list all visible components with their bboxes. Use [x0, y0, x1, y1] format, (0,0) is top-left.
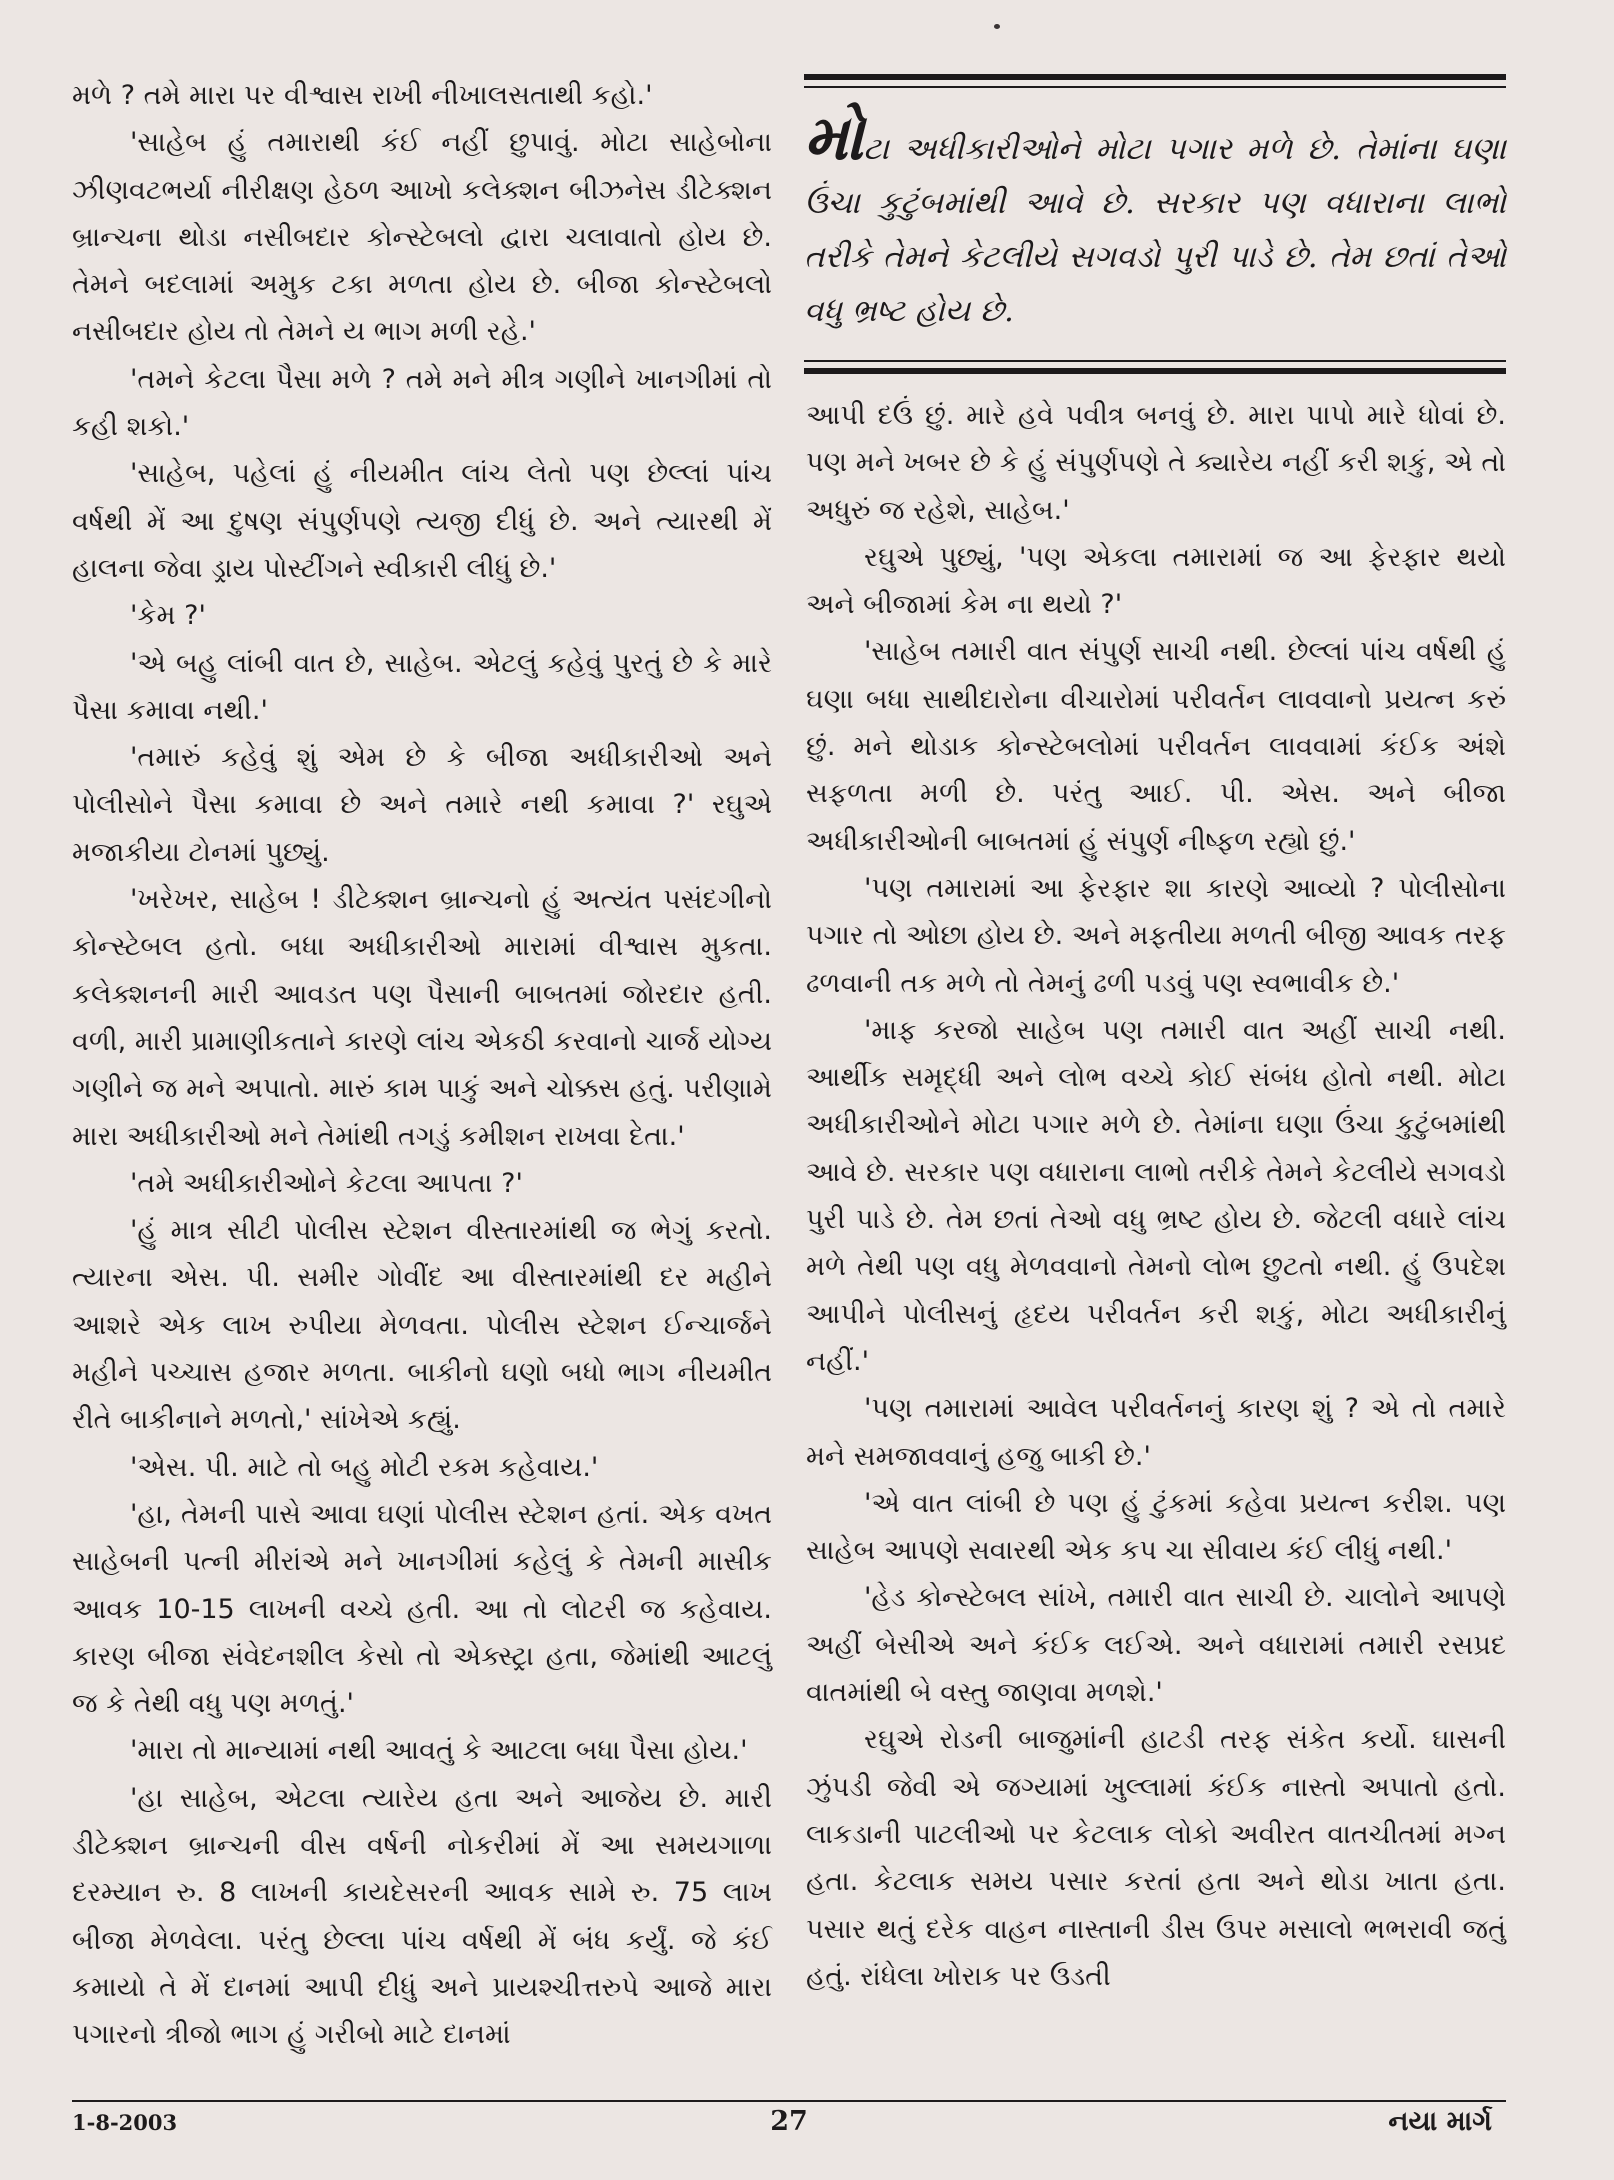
paragraph: 'માફ કરજો સાહેબ પણ તમારી વાત અહીં સાચી નથી. આર્થીક સમૃદ્ધી અને લોભ વચ્ચે કોઈ સંબંધ હોતો નથી. મોટા અધીકારીઓને મોટા પગાર મળે છે. તેમાંના ઘણા ઉંચા કુટુંબમાંથી આવે છે. સરકાર પણ વધારાના લાભો તરીકે તેમને કેટલીયે સગવડો પુરી પાડે છે. તેમ છતાં તેઓ વધુ ભ્રષ્ટ હોય છે. જેટલી વધારે લાંચ મળે તેથી પણ વધુ મેળવવાનો તેમનો લોભ છુટતો નથી. હું ઉપદેશ આપીને પોલીસનું હૃદય પરીવર્તન કરી શકું, મોટા અધીકારીનું નહીં.': [806, 1014, 1506, 1377]
print-speck: [994, 24, 1000, 29]
magazine-name: નયા માર્ગ: [1388, 2106, 1492, 2137]
paragraph: રઘુએ પુછ્યું, 'પણ એકલા તમારામાં જ આ ફેરફાર થયો અને બીજામાં કેમ ના થયો ?': [806, 541, 1506, 621]
paragraph: 'સાહેબ હું તમારાથી કંઈ નહીં છુપાવું. મોટા સાહેબોના ઝીણવટભર્યા નીરીક્ષણ હેઠળ આખો કલેક્શન બીઝનેસ ડીટેક્શન બ્રાન્ચના થોડા નસીબદાર કોન્સ્ટેબલો દ્વારા ચલાવાતો હોય છે. તેમને બદલામાં અમુક ટકા મળતા હોય છે. બીજા કોન્સ્ટેબલો નસીબદાર હોય તો તેમને ય ભાગ મળી રહે.': [72, 127, 772, 348]
issue-date: 1-8-2003: [72, 2110, 178, 2135]
page-footer: [72, 2100, 1506, 2140]
paragraph: રઘુએ રોડની બાજુમાંની હાટડી તરફ સંકેત કર્યો. ઘાસની ઝુંપડી જેવી એ જગ્યામાં ખુલ્લામાં કંઈક નાસ્તો અપાતો હતો. લાકડાની પાટલીઓ પર કેટલાક લોકો અવીરત વાતચીતમાં મગ્ન હતા. કેટલાક સમય પસાર કરતાં હતા અને થોડા ખાતા હતા. પસાર થતું દરેક વાહન નાસ્તાની ડીસ ઉપર મસાલો ભભરાવી જતું હતું. રાંધેલા ખોરાક પર ઉડતી: [806, 1724, 1506, 1992]
pull-quote-rule: [804, 368, 1506, 374]
paragraph: 'પણ તમારામાં આવેલ પરીવર્તનનું કારણ શું ? એ તો તમારે મને સમજાવવાનું હજુ બાકી છે.': [806, 1393, 1506, 1472]
pull-quote-rule: [804, 86, 1506, 88]
paragraph: 'હા, તેમની પાસે આવા ઘણાં પોલીસ સ્ટેશન હતાં. એક વખત સાહેબની પત્ની મીરાંએ મને ખાનગીમાં કહેલું કે તેમની માસીક આવક 10-15 લાખની વચ્ચે હતી. આ તો લોટરી જ કહેવાય. કારણ બીજા સંવેદનશીલ કેસો તો એક્સ્ટ્રા હતા, જેમાંથી આટલું જ કે તેથી વધુ પણ મળતું.': [72, 1498, 772, 1720]
pull-quote: [804, 74, 1506, 380]
paragraph: 'પણ તમારામાં આ ફેરફાર શા કારણે આવ્યો ? પોલીસોના પગાર તો ઓછા હોય છે. અને મફતીયા મળતી બીજી આવક તરફ ઢળવાની તક મળે તો તેમનું ઢળી પડવું પણ સ્વભાવીક છે.': [806, 872, 1506, 999]
pull-quote-rule: [804, 360, 1506, 362]
paragraph: આપી દઉં છું. મારે હવે પવીત્ર બનવું છે. મારા પાપો મારે ધોવાં છે. પણ મને ખબર છે કે હું સંપુર્ણપણે તે ક્યારેય નહીં કરી શકું, એ તો અધુરું જ રહેશે, સાહેબ.': [806, 400, 1506, 526]
paragraph: 'એસ. પી. માટે તો બહુ મોટી રકમ કહેવાય.': [130, 1451, 599, 1483]
pull-quote-text: [804, 101, 1506, 338]
pull-quote-body: ટા અધીકારીઓને મોટા પગાર મળે છે. તેમાંના ઘણા ઉંચા કુટુંબમાંથી આવે છે. સરકાર પણ વધારાના લાભો તરીકે તેમને કેટલીયે સગવડો પુરી પાડે છે. તેમ છતાં તેઓ વધુ ભ્રષ્ટ હોય છે.: [804, 131, 1506, 329]
paragraph: 'એ વાત લાંબી છે પણ હું ટુંકમાં કહેવા પ્રયત્ન કરીશ. પણ સાહેબ આપણે સવારથી એક કપ ચા સીવાય કંઈ લીધું નથી.': [806, 1487, 1506, 1567]
paragraph: 'ખરેખર, સાહેબ ! ડીટેક્શન બ્રાન્ચનો હું અત્યંત પસંદગીનો કોન્સ્ટેબલ હતો. બધા અધીકારીઓ મારામાં વીશ્વાસ મુકતા. કલેક્શનની મારી આવડત પણ પૈસાની બાબતમાં જોરદાર હતી. વળી, મારી પ્રામાણીકતાને કારણે લાંચ એકઠી કરવાનો ચાર્જ યોગ્ય ગણીને જ મને અપાતો. મારું કામ પાકું અને ચોક્કસ હતું. પરીણામે મારા અધીકારીઓ મને તેમાંથી તગડું કમીશન રાખવા દેતા.': [72, 884, 772, 1152]
paragraph: 'સાહેબ તમારી વાત સંપુર્ણ સાચી નથી. છેલ્લાં પાંચ વર્ષથી હું ઘણા બધા સાથીદારોના વીચારોમાં પરીવર્તન લાવવાનો પ્રયત્ન કરું છું. મને થોડાક કોન્સ્ટેબલોમાં પરીવર્તન લાવવામાં કંઈક અંશે સફળતા મળી છે. પરંતુ આઈ. પી. એસ. અને બીજા અધીકારીઓની બાબતમાં હું સંપુર્ણ નીષ્ફળ રહ્યો છું.': [806, 636, 1506, 857]
left-column: [72, 72, 772, 2058]
paragraph: 'એ બહુ લાંબી વાત છે, સાહેબ. એટલું કહેવું પુરતું છે કે મારે પૈસા કમાવા નથી.': [72, 647, 772, 726]
paragraph: મળે ? તમે મારા પર વીશ્વાસ રાખી નીખાલસતાથી કહો.': [72, 80, 653, 111]
paragraph: 'કેમ ?': [130, 600, 206, 632]
drop-cap: મો: [804, 101, 864, 174]
page-number: 27: [770, 2106, 808, 2137]
paragraph: 'તમારું કહેવું શું એમ છે કે બીજા અધીકારીઓ અને પોલીસોને પૈસા કમાવા છે અને તમારે નથી કમાવા ?' રઘુએ મજાકીયા ટોનમાં પુછ્યું.: [72, 742, 772, 868]
paragraph: 'સાહેબ, પહેલાં હું નીયમીત લાંચ લેતો પણ છેલ્લાં પાંચ વર્ષથી મેં આ દુષણ સંપુર્ણપણે ત્યજી દીધું છે. અને ત્યારથી મેં હાલના જેવા ડ્રાય પોસ્ટીંગને સ્વીકારી લીધું છે.': [72, 458, 772, 584]
paragraph: 'તમને કેટલા પૈસા મળે ? તમે મને મીત્ર ગણીને ખાનગીમાં તો કહી શકો.': [72, 363, 772, 443]
paragraph: 'હા સાહેબ, એટલા ત્યારેય હતા અને આજેય છે. મારી ડીટેક્શન બ્રાન્ચની વીસ વર્ષની નોકરીમાં મેં આ સમયગાળા દરમ્યાન રુ. 8 લાખની કાયદેસરની આવક સામે રુ. 75 લાખ બીજા મેળવેલા. પરંતુ છેલ્લા પાંચ વર્ષથી મેં બંધ કર્યું. જે કંઈ કમાયો તે મેં દાનમાં આપી દીધું અને પ્રાયશ્ચીત્તરુપે આજે મારા પગારનો ત્રીજો ભાગ હું ગરીબો માટે દાનમાં: [72, 1782, 772, 2051]
right-column: [806, 392, 1506, 2000]
pull-quote-rule: [804, 74, 1506, 80]
paragraph: 'હેડ કોન્સ્ટેબલ સાંખે, તમારી વાત સાચી છે. ચાલોને આપણે અહીં બેસીએ અને કંઈક લઈએ. અને વધારામાં તમારી રસપ્રદ વાતમાંથી બે વસ્તુ જાણવા મળશે.': [806, 1582, 1506, 1709]
paragraph: 'હું માત્ર સીટી પોલીસ સ્ટેશન વીસ્તારમાંથી જ ભેગું કરતો. ત્યારના એસ. પી. સમીર ગોવીંદ આ વીસ્તારમાંથી દર મહીને આશરે એક લાખ રુપીયા મેળવતા. પોલીસ સ્ટેશન ઈન્ચાર્જને મહીને પચ્ચાસ હજાર મળતા. બાકીનો ઘણો બધો ભાગ નીયમીત રીતે બાકીનાને મળતો,' સાંખેએ કહ્યું.: [72, 1215, 772, 1436]
footer-rule: [72, 2100, 1506, 2102]
paragraph: 'મારા તો માન્યામાં નથી આવતું કે આટલા બધા પૈસા હોય.': [130, 1735, 748, 1767]
paragraph: 'તમે અધીકારીઓને કેટલા આપતા ?': [130, 1167, 523, 1199]
